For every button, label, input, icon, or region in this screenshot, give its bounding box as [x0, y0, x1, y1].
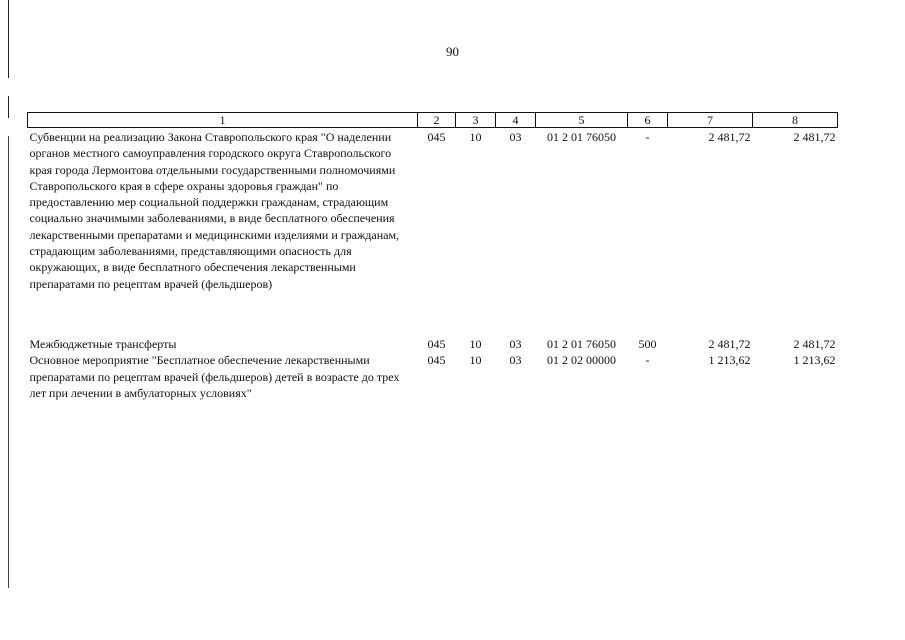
- cell-col-5: 01 2 01 76050: [547, 130, 616, 144]
- cell-col-4: 03: [509, 353, 522, 368]
- scan-edge-mark: [8, 0, 9, 78]
- column-header-8: 8: [753, 113, 838, 128]
- cell-col-5: 01 2 02 00000: [547, 353, 616, 368]
- column-header-1: 1: [28, 113, 418, 128]
- cell-col-3: 10: [469, 130, 482, 144]
- cell-col-5: 01 2 01 76050: [547, 336, 616, 351]
- column-header-6: 6: [628, 113, 668, 128]
- budget-table: [27, 112, 838, 401]
- cell-col-8: 2 481,72: [793, 336, 836, 351]
- row-name: Основное мероприятие "Бесплатное обеспечение лекарственными препаратами по рецептам врачей (фельдшеров) детей в возрасте до трех лет при лечении в амбулаторных условиях": [29, 353, 400, 400]
- scan-edge-mark: [8, 96, 9, 118]
- table-header-row: [28, 113, 838, 128]
- row-name: Межбюджетные трансферты: [29, 336, 177, 351]
- cell-col-3: 10: [469, 353, 482, 368]
- cell-col-7: 1 213,62: [708, 353, 751, 368]
- column-header-7: 7: [668, 113, 753, 128]
- cell-col-4: 03: [509, 130, 522, 144]
- column-header-4: 4: [496, 113, 536, 128]
- row-name: Субвенции на реализацию Закона Ставропольского края "О наделении органов местного самоуправления городского округа Ставропольского края города Лермонтова отдельными государственными полномочиями Ставропольского края в сфере охраны здоровья граждан" по предоставлению мер социальной поддержки гражданам, страдающим социально значимыми заболеваниями, в виде бесплатного обеспечения лекарственными препаратами и медицинскими изделиями и гражданам, страдающим заболеваниями, представляющими опасность для окружающих, в виде бесплатного обеспечения лекарственными препаратами по рецептам врачей (фельдшеров): [29, 130, 400, 291]
- cell-col-7: 2 481,72: [708, 336, 751, 351]
- cell-col-4: 03: [509, 336, 522, 351]
- cell-col-2: 045: [427, 353, 446, 368]
- cell-col-8: 1 213,62: [793, 353, 836, 368]
- column-header-2: 2: [418, 113, 456, 128]
- cell-col-6: -: [645, 130, 650, 144]
- table-spacer-row: [28, 292, 838, 336]
- column-header-3: 3: [456, 113, 496, 128]
- column-header-5: 5: [536, 113, 628, 128]
- cell-col-6: -: [645, 353, 650, 368]
- table-row: [28, 336, 838, 352]
- cell-col-7: 2 481,72: [708, 130, 751, 144]
- cell-col-2: 045: [427, 130, 446, 144]
- page-number: 90: [446, 44, 459, 59]
- cell-col-8: 2 481,72: [793, 130, 836, 144]
- cell-col-3: 10: [469, 336, 482, 351]
- cell-col-6: 500: [638, 336, 657, 351]
- table-row: [28, 128, 838, 292]
- spacer-cell: [28, 292, 838, 336]
- cell-col-2: 045: [427, 336, 446, 351]
- scan-edge-mark: [8, 136, 9, 588]
- table-row: [28, 352, 838, 401]
